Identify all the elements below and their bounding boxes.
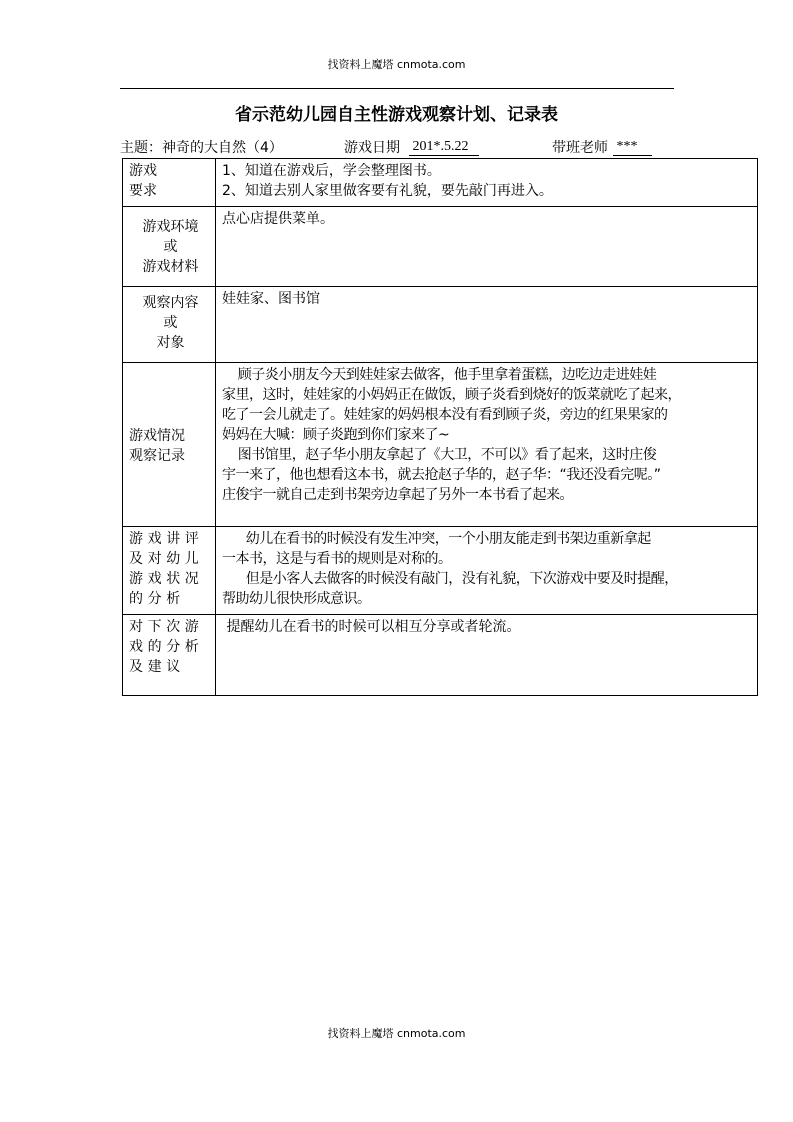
content-cell-requirements [216, 159, 758, 207]
content-text: 娃娃家、图书馆 [222, 291, 320, 307]
label-cell-observation-record [123, 363, 216, 527]
table-row-environment [123, 207, 758, 287]
content-cell-observation-target [216, 287, 758, 363]
page-header-watermark: 找资料上魔塔 cnmota.com [327, 58, 466, 71]
label-text: 对下次游 [129, 619, 204, 635]
theme-text: 主题：神奇的大自然（4） [120, 140, 283, 156]
content-text: 点心店提供菜单。 [222, 211, 334, 227]
label-text: 及对幼儿 [129, 551, 204, 567]
label-text: 或 [163, 315, 178, 331]
label-text: 对象 [156, 335, 185, 351]
label-text: 观察记录 [129, 447, 185, 464]
content-text: 家里，这时，娃娃家的小妈妈正在做饭，顾子炎看到烧好的饭菜就吃了起来， [222, 387, 681, 403]
label-text: 或 [163, 239, 178, 255]
content-cell-evaluation [216, 527, 758, 615]
table-row-evaluation [123, 527, 758, 615]
teacher-label: 带班老师 [552, 140, 608, 156]
form-meta-line [120, 138, 760, 158]
content-text: 宇一来了，他也想看这本书，就去抢赵子华的，赵子华：“我还没看完呢。” [222, 467, 661, 483]
document-title: 省示范幼儿园自主性游戏观察计划、记录表 [235, 105, 558, 125]
content-text: 幼儿在看书的时候没有发生冲突，一个小朋友能走到书架边重新拿起 [222, 531, 651, 547]
content-text: 妈妈在大喊：顾子炎跑到你们家来了~ [222, 427, 450, 443]
content-text: 帮助幼儿很快形成意识。 [222, 591, 371, 607]
label-cell-observation-target [123, 287, 216, 363]
page-footer-watermark: 找资料上魔塔 cnmota.com [327, 1027, 466, 1040]
label-cell-evaluation [123, 527, 216, 615]
label-text: 游戏材料 [142, 259, 199, 275]
content-text: 1、知道在游戏后，学会整理图书。 [222, 163, 441, 179]
label-text: 及建议 [129, 659, 185, 675]
label-text: 要求 [129, 183, 157, 199]
label-text: 观察内容 [142, 295, 199, 311]
date-value: 201*.5.22 [409, 139, 479, 154]
header-divider [120, 88, 674, 89]
content-cell-environment [216, 207, 758, 287]
label-text: 游戏环境 [142, 219, 199, 235]
content-text: 顾子炎小朋友今天到娃娃家去做客，他手里拿着蛋糕，边吃边走进娃娃 [222, 367, 657, 383]
teacher-value: *** [613, 139, 652, 154]
label-cell-requirements [123, 159, 216, 207]
label-text: 戏的分析 [129, 639, 204, 655]
label-text: 游戏讲评 [129, 531, 204, 547]
label-cell-next-suggestions [123, 615, 216, 696]
label-cell-environment [123, 207, 216, 287]
content-text: 一本书，这是与看书的规则是对称的。 [222, 551, 452, 567]
date-label: 游戏日期 [344, 140, 400, 156]
content-text: 图书馆里，赵子华小朋友拿起了《大卫，不可以》看了起来，这时庄俊 [222, 447, 657, 463]
content-text: 2、知道去别人家里做客要有礼貌，要先敲门再进入。 [222, 183, 553, 199]
content-text: 庄俊宇一就自己走到书架旁边拿起了另外一本书看了起来。 [222, 487, 573, 503]
label-text: 游戏情况 [129, 427, 185, 444]
label-text: 游戏 [129, 163, 157, 179]
label-text: 游戏状况 [129, 571, 204, 587]
content-text: 吃了一会儿就走了。娃娃家的妈妈根本没有看到顾子炎，旁边的红果果家的 [222, 407, 668, 423]
observation-record-table [122, 158, 758, 696]
table-row-observation-target [123, 287, 758, 363]
content-text: 但是小客人去做客的时候没有敲门，没有礼貌，下次游戏中要及时提醒， [222, 571, 678, 587]
content-text: 提醒幼儿在看书的时候可以相互分享或者轮流。 [222, 619, 521, 635]
table-row-observation-record [123, 363, 758, 527]
table-row-requirements [123, 159, 758, 207]
content-cell-observation-record [216, 363, 758, 527]
table-row-next-suggestions [123, 615, 758, 696]
content-cell-next-suggestions [216, 615, 758, 696]
label-text: 的分析 [129, 591, 185, 607]
